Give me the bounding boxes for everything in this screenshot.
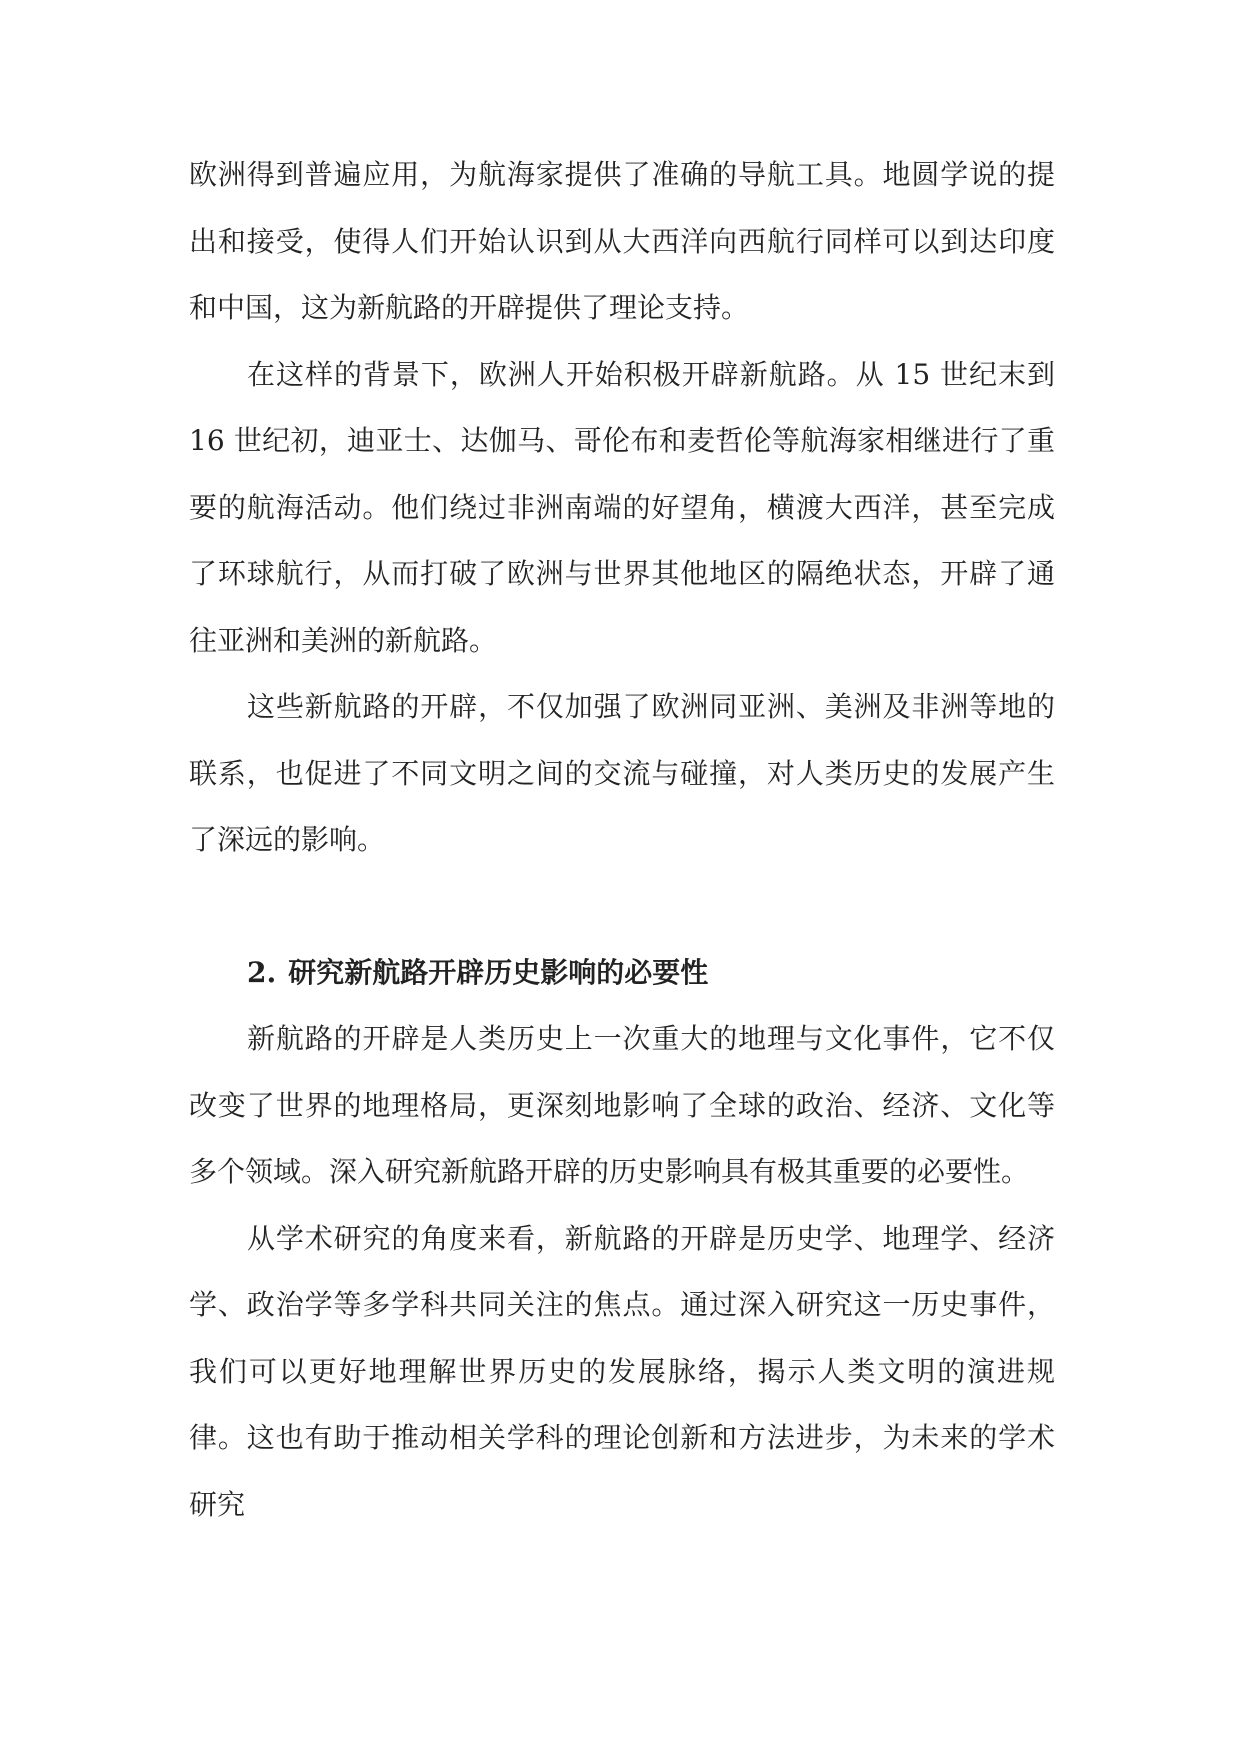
- paragraph-continuation: 欧洲得到普遍应用，为航海家提供了准确的导航工具。地圆学说的提出和接受，使得人们开始认识到从大西洋向西航行同样可以到达印度和中国，这为新航路的开辟提供了理论支持。: [189, 158, 1055, 324]
- section-number: 2.: [247, 955, 277, 989]
- paragraph-significance: 这些新航路的开辟，不仅加强了欧洲同亚洲、美洲及非洲等地的联系，也促进了不同文明之间的交流与碰撞，对人类历史的发展产生了深远的影响。: [189, 690, 1055, 856]
- document-body: [189, 142, 1055, 1538]
- paragraph-background: 在这样的背景下，欧洲人开始积极开辟新航路。从 15 世纪末到 16 世纪初，迪亚士、达伽马、哥伦布和麦哲伦等航海家相继进行了重要的航海活动。他们绕过非洲南端的好望角，横渡大西洋，甚至完成了环球航行，从而打破了欧洲与世界其他地区的隔绝状态，开辟了通往亚洲和美洲的新航路。: [189, 357, 1055, 657]
- section-heading: [189, 940, 1055, 1007]
- section-title: 研究新航路开辟历史影响的必要性: [288, 955, 709, 989]
- paragraph-academic-perspective: 从学术研究的角度来看，新航路的开辟是历史学、地理学、经济学、政治学等多学科共同关注的焦点。通过深入研究这一历史事件，我们可以更好地理解世界历史的发展脉络，揭示人类文明的演进规律。这也有助于推动相关学科的理论创新和方法进步，为未来的学术研究: [189, 1221, 1055, 1521]
- paragraph-intro-necessity: 新航路的开辟是人类历史上一次重大的地理与文化事件，它不仅改变了世界的地理格局，更深刻地影响了全球的政治、经济、文化等多个领域。深入研究新航路开辟的历史影响具有极其重要的必要性。: [189, 1022, 1055, 1188]
